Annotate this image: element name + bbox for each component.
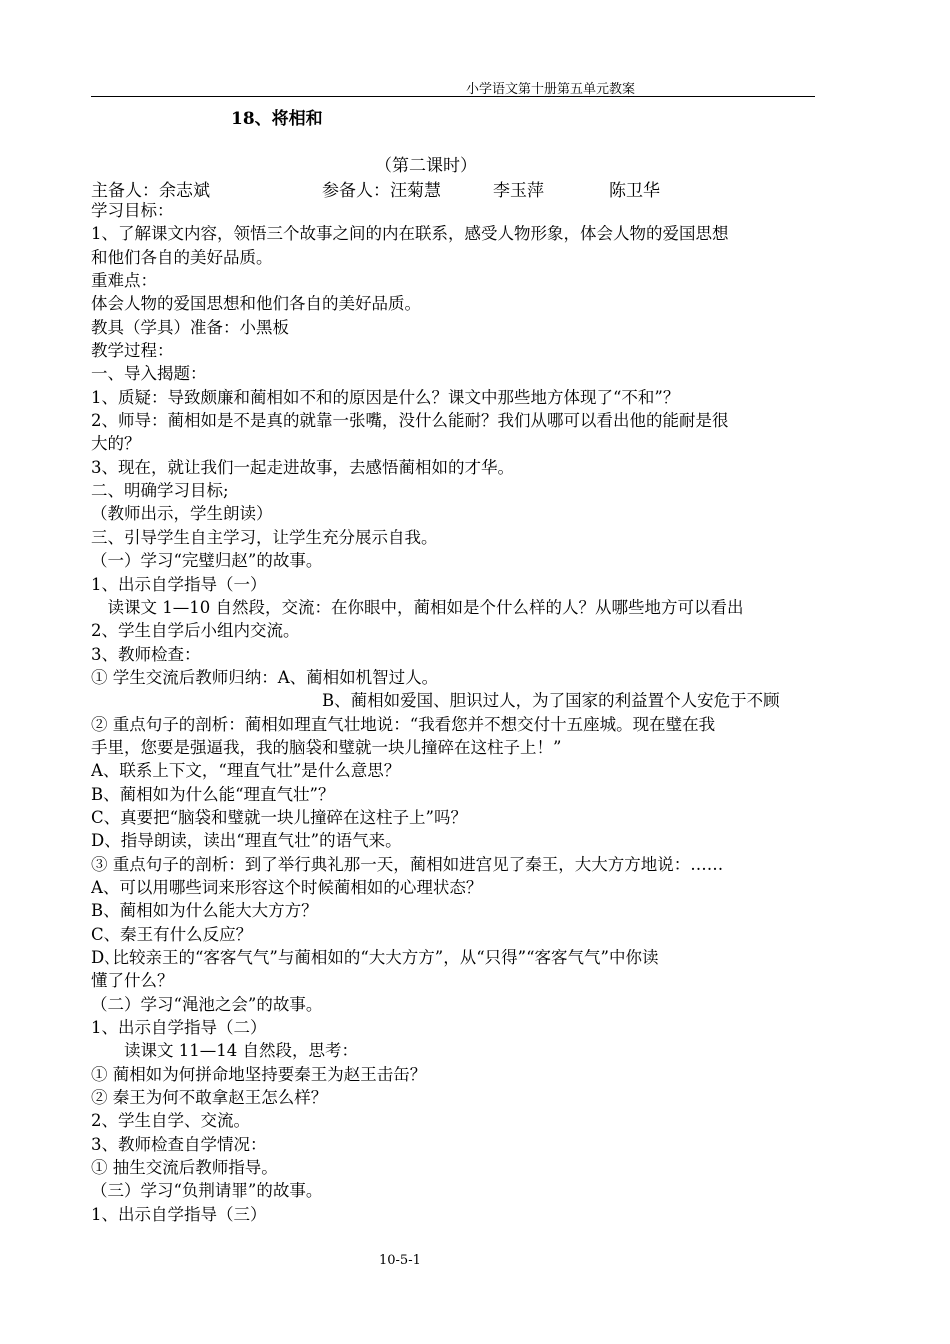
text-line: ② 秦王为何不敢拿赵王怎么样？ (91, 1088, 328, 1108)
text-line: B、蔺相如爱国、胆识过人，为了国家的利益置个人安危于不顾 (91, 691, 780, 711)
text-line: 2、学生自学、交流。 (91, 1111, 250, 1131)
text-line: 1、质疑：导致颇廉和蔺相如不和的原因是什么？课文中那些地方体现了“不和”？ (91, 387, 680, 407)
text-line: 体会人物的爱国思想和他们各自的美好品质。 (91, 294, 421, 314)
text-line: 大的？ (91, 434, 141, 454)
page-footer: 10-5-1 (379, 1253, 421, 1268)
text-line: D､比较亲王的“客客气气”与蔺相如的“大大方方”，从“只得”“客客气气”中你读 (91, 948, 659, 967)
text-line: 读课文 1—10 自然段，交流：在你眼中，蔺相如是个什么样的人？从哪些地方可以看出 (91, 597, 744, 617)
lesson-subtitle: （第二课时） (375, 156, 477, 176)
text-line: 1、出示自学指导（三） (91, 1204, 267, 1224)
text-line: C、真要把“脑袋和璧就一块儿撞碎在这柱子上”吗？ (91, 807, 467, 827)
text-line: 1、了解课文内容，领悟三个故事之间的内在联系，感受人物形象，体会人物的爱国思想 (91, 224, 729, 244)
text-line: （教师出示，学生朗读） (91, 504, 273, 524)
text-line: （三）学习“负荆请罪”的故事。 (91, 1181, 323, 1201)
text-line: 三、引导学生自主学习，让学生充分展示自我。 (91, 527, 438, 547)
lead-author: 主备人：余志斌 (91, 181, 210, 201)
text-line: （二）学习“渑池之会”的故事。 (91, 994, 323, 1014)
text-line: 懂了什么？ (91, 971, 174, 991)
text-line: 二、明确学习目标; (91, 481, 229, 501)
text-line: ② 重点句子的剖析：蔺相如理直气壮地说：“我看您并不想交付十五座城。现在璧在我 (91, 714, 716, 734)
text-line: 读课文 11—14 自然段，思考： (91, 1041, 358, 1061)
text-line: 1、出示自学指导（一） (91, 574, 267, 594)
co-author-3: 陈卫华 (609, 181, 660, 201)
authors-line (91, 176, 815, 199)
text-line: 一、导入揭题： (91, 364, 207, 384)
co-author-1: 参备人：汪菊慧 (322, 181, 441, 201)
text-line: D、指导朗读，读出“理直气壮”的语气来。 (91, 831, 402, 851)
text-line: B、蔺相如为什么能大大方方？ (91, 901, 318, 921)
text-line: B、蔺相如为什么能“理直气壮”？ (91, 784, 335, 804)
text-line: 2、学生自学后小组内交流。 (91, 621, 300, 641)
text-line: 教学过程： (91, 341, 174, 361)
text-line: 重难点： (91, 271, 157, 291)
header-rule (91, 96, 815, 97)
text-line: 和他们各自的美好品质。 (91, 247, 273, 267)
text-line: ① 蔺相如为何拼命地坚持要秦王为赵王击缶？ (91, 1064, 427, 1084)
lesson-title: 18、将相和 (231, 109, 323, 129)
text-line: C、秦王有什么反应？ (91, 924, 253, 944)
document-body (91, 199, 815, 1226)
text-line: 3、教师检查自学情况： (91, 1134, 267, 1154)
text-line: ③ 重点句子的剖析：到了举行典礼那一天，蔺相如进宫见了秦王，大大方方地说：…… (91, 854, 724, 874)
text-line: 2、师导：蔺相如是不是真的就靠一张嘴，没什么能耐？我们从哪可以看出他的能耐是很 (91, 411, 729, 431)
co-author-2: 李玉萍 (493, 181, 544, 201)
page-header: 小学语文第十册第五单元教案 (466, 82, 636, 97)
text-line: A、联系上下文，“理直气壮”是什么意思？ (91, 761, 401, 781)
text-line: A、可以用哪些词来形容这个时候蔺相如的心理状态？ (91, 877, 483, 897)
text-line: ① 抽生交流后教师指导。 (91, 1158, 278, 1178)
text-line: 学习目标： (91, 201, 174, 220)
text-line: （一）学习“完璧归赵”的故事。 (91, 551, 323, 571)
text-line: 1、出示自学指导（二） (91, 1018, 267, 1038)
text-line: 教具（学具）准备：小黑板 (91, 317, 289, 337)
text-line: ① 学生交流后教师归纳：A、蔺相如机智过人。 (91, 667, 439, 687)
text-line: 3、现在，就让我们一起走进故事，去感悟蔺相如的才华。 (91, 457, 514, 477)
text-line: 3、教师检查： (91, 644, 201, 664)
text-line: 手里，您要是强逼我，我的脑袋和璧就一块儿撞碎在这柱子上！” (91, 737, 562, 757)
